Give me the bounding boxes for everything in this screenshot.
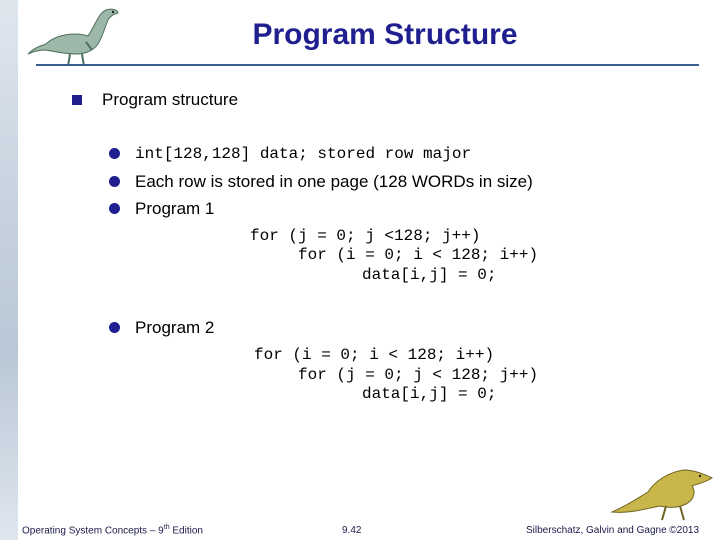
footer-book-title xyxy=(22,524,203,536)
round-bullet-icon xyxy=(109,203,120,214)
slide-title: Program Structure xyxy=(252,18,518,51)
program1-line2: for (i = 0; i < 128; i++) xyxy=(298,246,539,264)
program2-line1: for (i = 0; i < 128; i++) xyxy=(254,346,495,364)
dinosaur-icon xyxy=(608,462,718,522)
program2-line3: data[i,j] = 0; xyxy=(362,385,497,403)
left-decorative-bar xyxy=(0,0,18,540)
square-bullet-icon xyxy=(72,95,82,105)
bullet-program-structure: Program structure xyxy=(102,90,239,109)
program1-line1: for (j = 0; j <128; j++) xyxy=(250,227,481,245)
bullet-row-storage: Each row is stored in one page (128 WORDs in size) xyxy=(135,172,533,191)
footer-book-prefix: Operating System Concepts – 9 xyxy=(22,525,164,536)
bullet-program-2: Program 2 xyxy=(135,318,215,337)
footer-page-number: 9.42 xyxy=(342,525,362,536)
bullet-data-declaration: int[128,128] data; stored row major xyxy=(135,145,472,163)
program2-line2: for (j = 0; j < 128; j++) xyxy=(298,366,539,384)
bullet-program-1: Program 1 xyxy=(135,199,215,218)
program1-line3: data[i,j] = 0; xyxy=(362,266,497,284)
round-bullet-icon xyxy=(109,176,120,187)
footer-book-suffix: Edition xyxy=(169,525,203,536)
title-divider xyxy=(36,64,699,66)
round-bullet-icon xyxy=(109,322,120,333)
footer-book-sup: th xyxy=(163,523,170,531)
round-bullet-icon xyxy=(109,148,120,159)
footer-authors: Silberschatz, Galvin and Gagne ©2013 xyxy=(526,525,700,536)
